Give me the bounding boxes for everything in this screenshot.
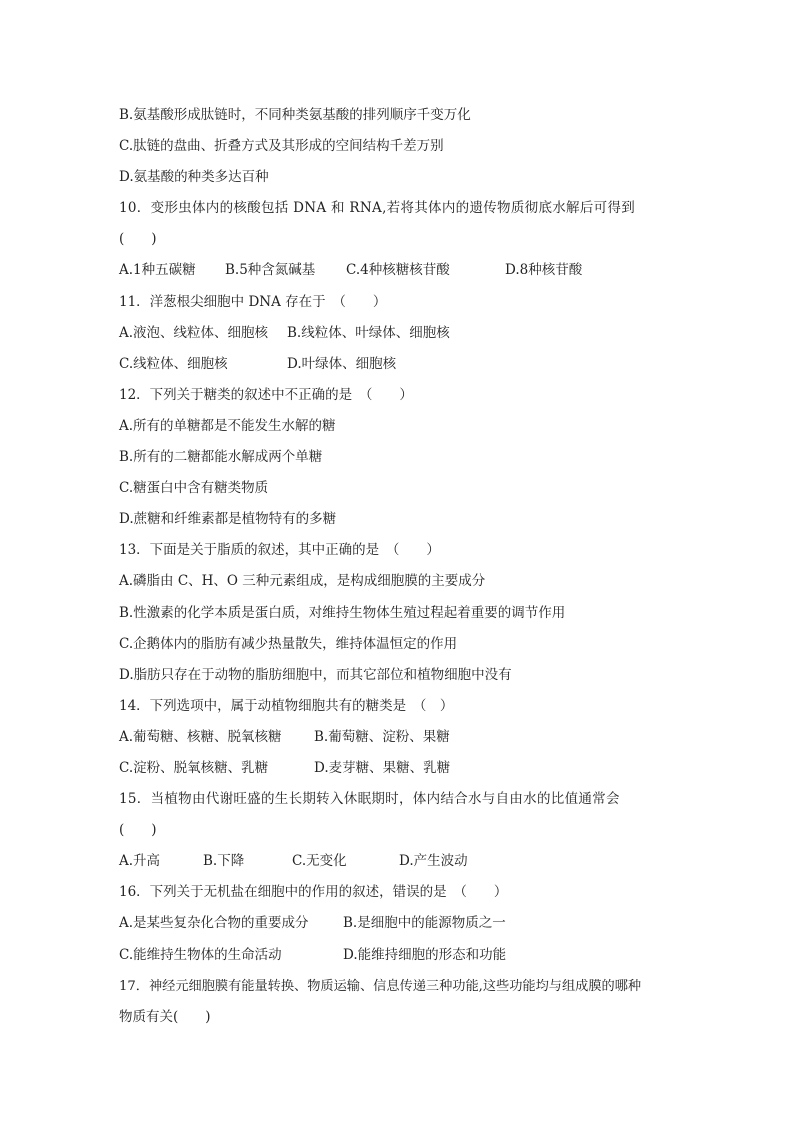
- document-page: [119, 100, 679, 1033]
- option-b: B.线粒体、叶绿体、细胞核: [287, 324, 450, 341]
- option-a: A.液泡、线粒体、细胞核: [119, 324, 269, 341]
- option-b: B.性激素的化学本质是蛋白质，对维持生物体生殖过程起着重要的调节作用: [119, 604, 566, 621]
- option-line: C.肽链的盘曲、折叠方式及其形成的空间结构千差万别: [119, 138, 444, 155]
- question-10-options: [119, 255, 679, 286]
- question-10: 10．变形虫体内的核酸包括 DNA 和 RNA,若将其体内的遗传物质彻底水解后可得到: [119, 200, 636, 217]
- question-15-options: [119, 846, 679, 877]
- option-c: C.糖蛋白中含有糖类物质: [119, 480, 269, 497]
- option-a: A.所有的单糖都是不能发生水解的糖: [119, 417, 336, 434]
- question-14: 14．下列选项中，属于动植物细胞共有的糖类是 （ ）: [119, 697, 454, 714]
- question-14-options-row1: [119, 722, 679, 753]
- question-11-options-row2: [119, 349, 679, 380]
- question-15: 15．当植物由代谢旺盛的生长期转入休眠期时，体内结合水与自由水的比值通常会: [119, 791, 620, 808]
- option-b: B.是细胞中的能源物质之一: [343, 915, 506, 932]
- question-17: 17．神经元细胞膜有能量转换、物质运输、信息传递三种功能,这些功能均与组成膜的哪种: [119, 978, 642, 994]
- option-d: D.麦芽糖、果糖、乳糖: [314, 759, 451, 776]
- question-16-options-row2: [119, 940, 679, 971]
- question-15-bracket: ( ): [119, 822, 157, 839]
- option-d: D.脂肪只存在于动物的脂肪细胞中，而其它部位和植物细胞中没有: [119, 666, 512, 683]
- option-c: C.淀粉、脱氧核糖、乳糖: [119, 759, 269, 776]
- option-a: A.是某些复杂化合物的重要成分: [119, 915, 309, 932]
- option-d: D.蔗糖和纤维素都是植物特有的多糖: [119, 511, 337, 528]
- option-c: C.线粒体、细胞核: [119, 355, 228, 372]
- option-c: C.4种核糖核苷酸: [346, 262, 450, 279]
- option-a: A.升高: [119, 853, 161, 870]
- option-d: D.8种核苷酸: [505, 262, 583, 279]
- question-11-options-row1: [119, 318, 679, 349]
- option-c: C.能维持生物体的生命活动: [119, 946, 282, 963]
- option-b: B.所有的二糖都能水解成两个单糖: [119, 449, 323, 466]
- question-10-bracket: ( ): [119, 231, 157, 248]
- option-d: D.叶绿体、细胞核: [287, 355, 397, 372]
- option-d: D.能维持细胞的形态和功能: [343, 946, 507, 963]
- option-a: A.1种五碳糖: [119, 262, 196, 279]
- option-b: B.葡萄糖、淀粉、果糖: [314, 728, 450, 745]
- option-b: B.下降: [203, 853, 245, 870]
- question-16-options-row1: [119, 908, 679, 939]
- question-12: 12．下列关于糖类的叙述中不正确的是 （ ）: [119, 386, 413, 403]
- option-line: B.氨基酸形成肽链时，不同种类氨基酸的排列顺序千变万化: [119, 107, 471, 123]
- question-11: 11．洋葱根尖细胞中 DNA 存在于 （ ）: [119, 293, 387, 310]
- question-17-cont: 物质有关( ): [119, 1008, 211, 1025]
- question-14-options-row2: [119, 753, 679, 784]
- question-13: 13．下面是关于脂质的叙述，其中正确的是 （ ）: [119, 542, 440, 559]
- option-a: A.磷脂由 C、H、O 三种元素组成，是构成细胞膜的主要成分: [119, 573, 486, 590]
- option-a: A.葡萄糖、核糖、脱氧核糖: [119, 728, 282, 745]
- question-16: 16．下列关于无机盐在细胞中的作用的叙述，错误的是 （ ）: [119, 884, 508, 901]
- option-c: C.企鹅体内的脂肪有减少热量散失，维持体温恒定的作用: [119, 635, 458, 652]
- option-c: C.无变化: [292, 853, 347, 870]
- option-line: D.氨基酸的种类多达百种: [119, 169, 269, 186]
- option-d: D.产生波动: [399, 853, 468, 870]
- option-b: B.5种含氮碱基: [225, 262, 316, 279]
